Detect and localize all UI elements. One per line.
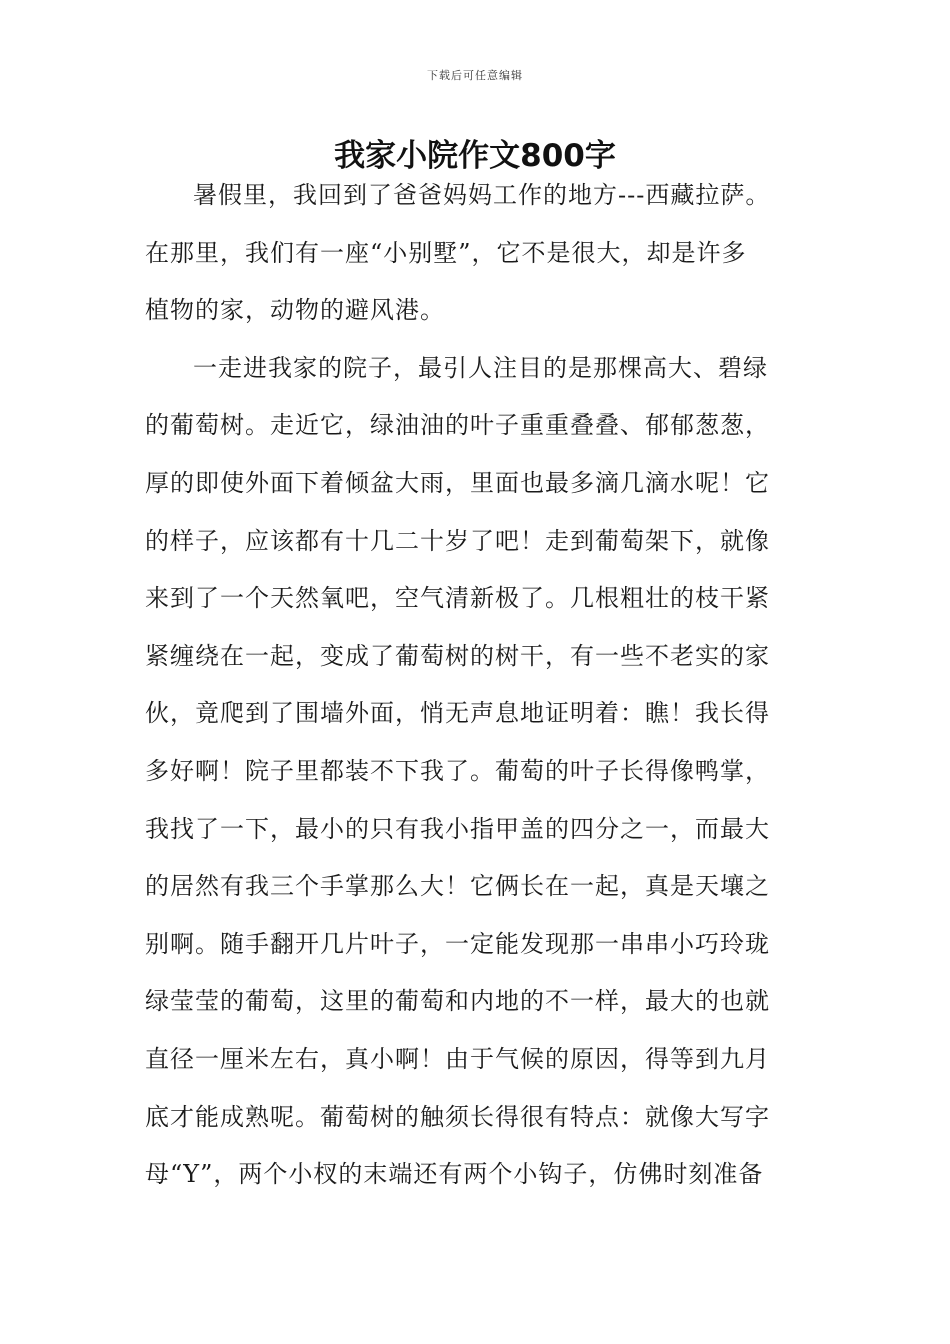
text-line: 多好啊！院子里都装不下我了。葡萄的叶子长得像鸭掌， xyxy=(145,756,770,785)
text-line: 别啊。随手翻开几片叶子，一定能发现那一串串小巧玲珑 xyxy=(145,929,770,958)
page-title: 我家小院作文800字 xyxy=(334,138,616,174)
text-line: 绿莹莹的葡萄，这里的葡萄和内地的不一样，最大的也就 xyxy=(145,987,770,1016)
text-line: 暑假里，我回到了爸爸妈妈工作的地方---西藏拉萨。 xyxy=(193,181,771,209)
text-line: 一走进我家的院子，最引人注目的是那棵高大、碧绿 xyxy=(193,353,768,382)
paragraph-1 xyxy=(145,167,809,340)
text-line: 在那里，我们有一座“小别墅”，它不是很大，却是许多 xyxy=(145,238,747,267)
text-line: 紧缠绕在一起，变成了葡萄树的树干，有一些不老实的家 xyxy=(145,641,770,670)
text-line: 的样子，应该都有十几二十岁了吧！走到葡萄架下，就像 xyxy=(145,526,770,555)
text-line: 母“Y”，两个小杈的末端还有两个小钩子，仿佛时刻准备 xyxy=(145,1160,764,1189)
text-line: 底才能成熟呢。葡萄树的触须长得很有特点：就像大写字 xyxy=(145,1102,770,1131)
text-line: 我找了一下，最小的只有我小指甲盖的四分之一，而最大 xyxy=(145,814,770,843)
text-line: 的葡萄树。走近它，绿油油的叶子重重叠叠、郁郁葱葱， xyxy=(145,411,770,440)
text-line: 厚的即使外面下着倾盆大雨，里面也最多滴几滴水呢！它 xyxy=(145,468,770,497)
text-line: 植物的家，动物的避风港。 xyxy=(145,296,445,325)
header-note: 下载后可任意编辑 xyxy=(427,69,523,82)
text-line: 伙，竟爬到了围墙外面，悄无声息地证明着：瞧！我长得 xyxy=(145,699,770,728)
text-line: 的居然有我三个手掌那么大！它俩长在一起，真是天壤之 xyxy=(145,872,770,901)
text-line: 直径一厘米左右，真小啊！由于气候的原因，得等到九月 xyxy=(145,1044,770,1073)
text-line: 来到了一个天然氧吧，空气清新极了。几根粗壮的枝干紧 xyxy=(145,584,770,613)
article-body xyxy=(145,167,809,1204)
paragraph-2 xyxy=(145,340,809,1204)
